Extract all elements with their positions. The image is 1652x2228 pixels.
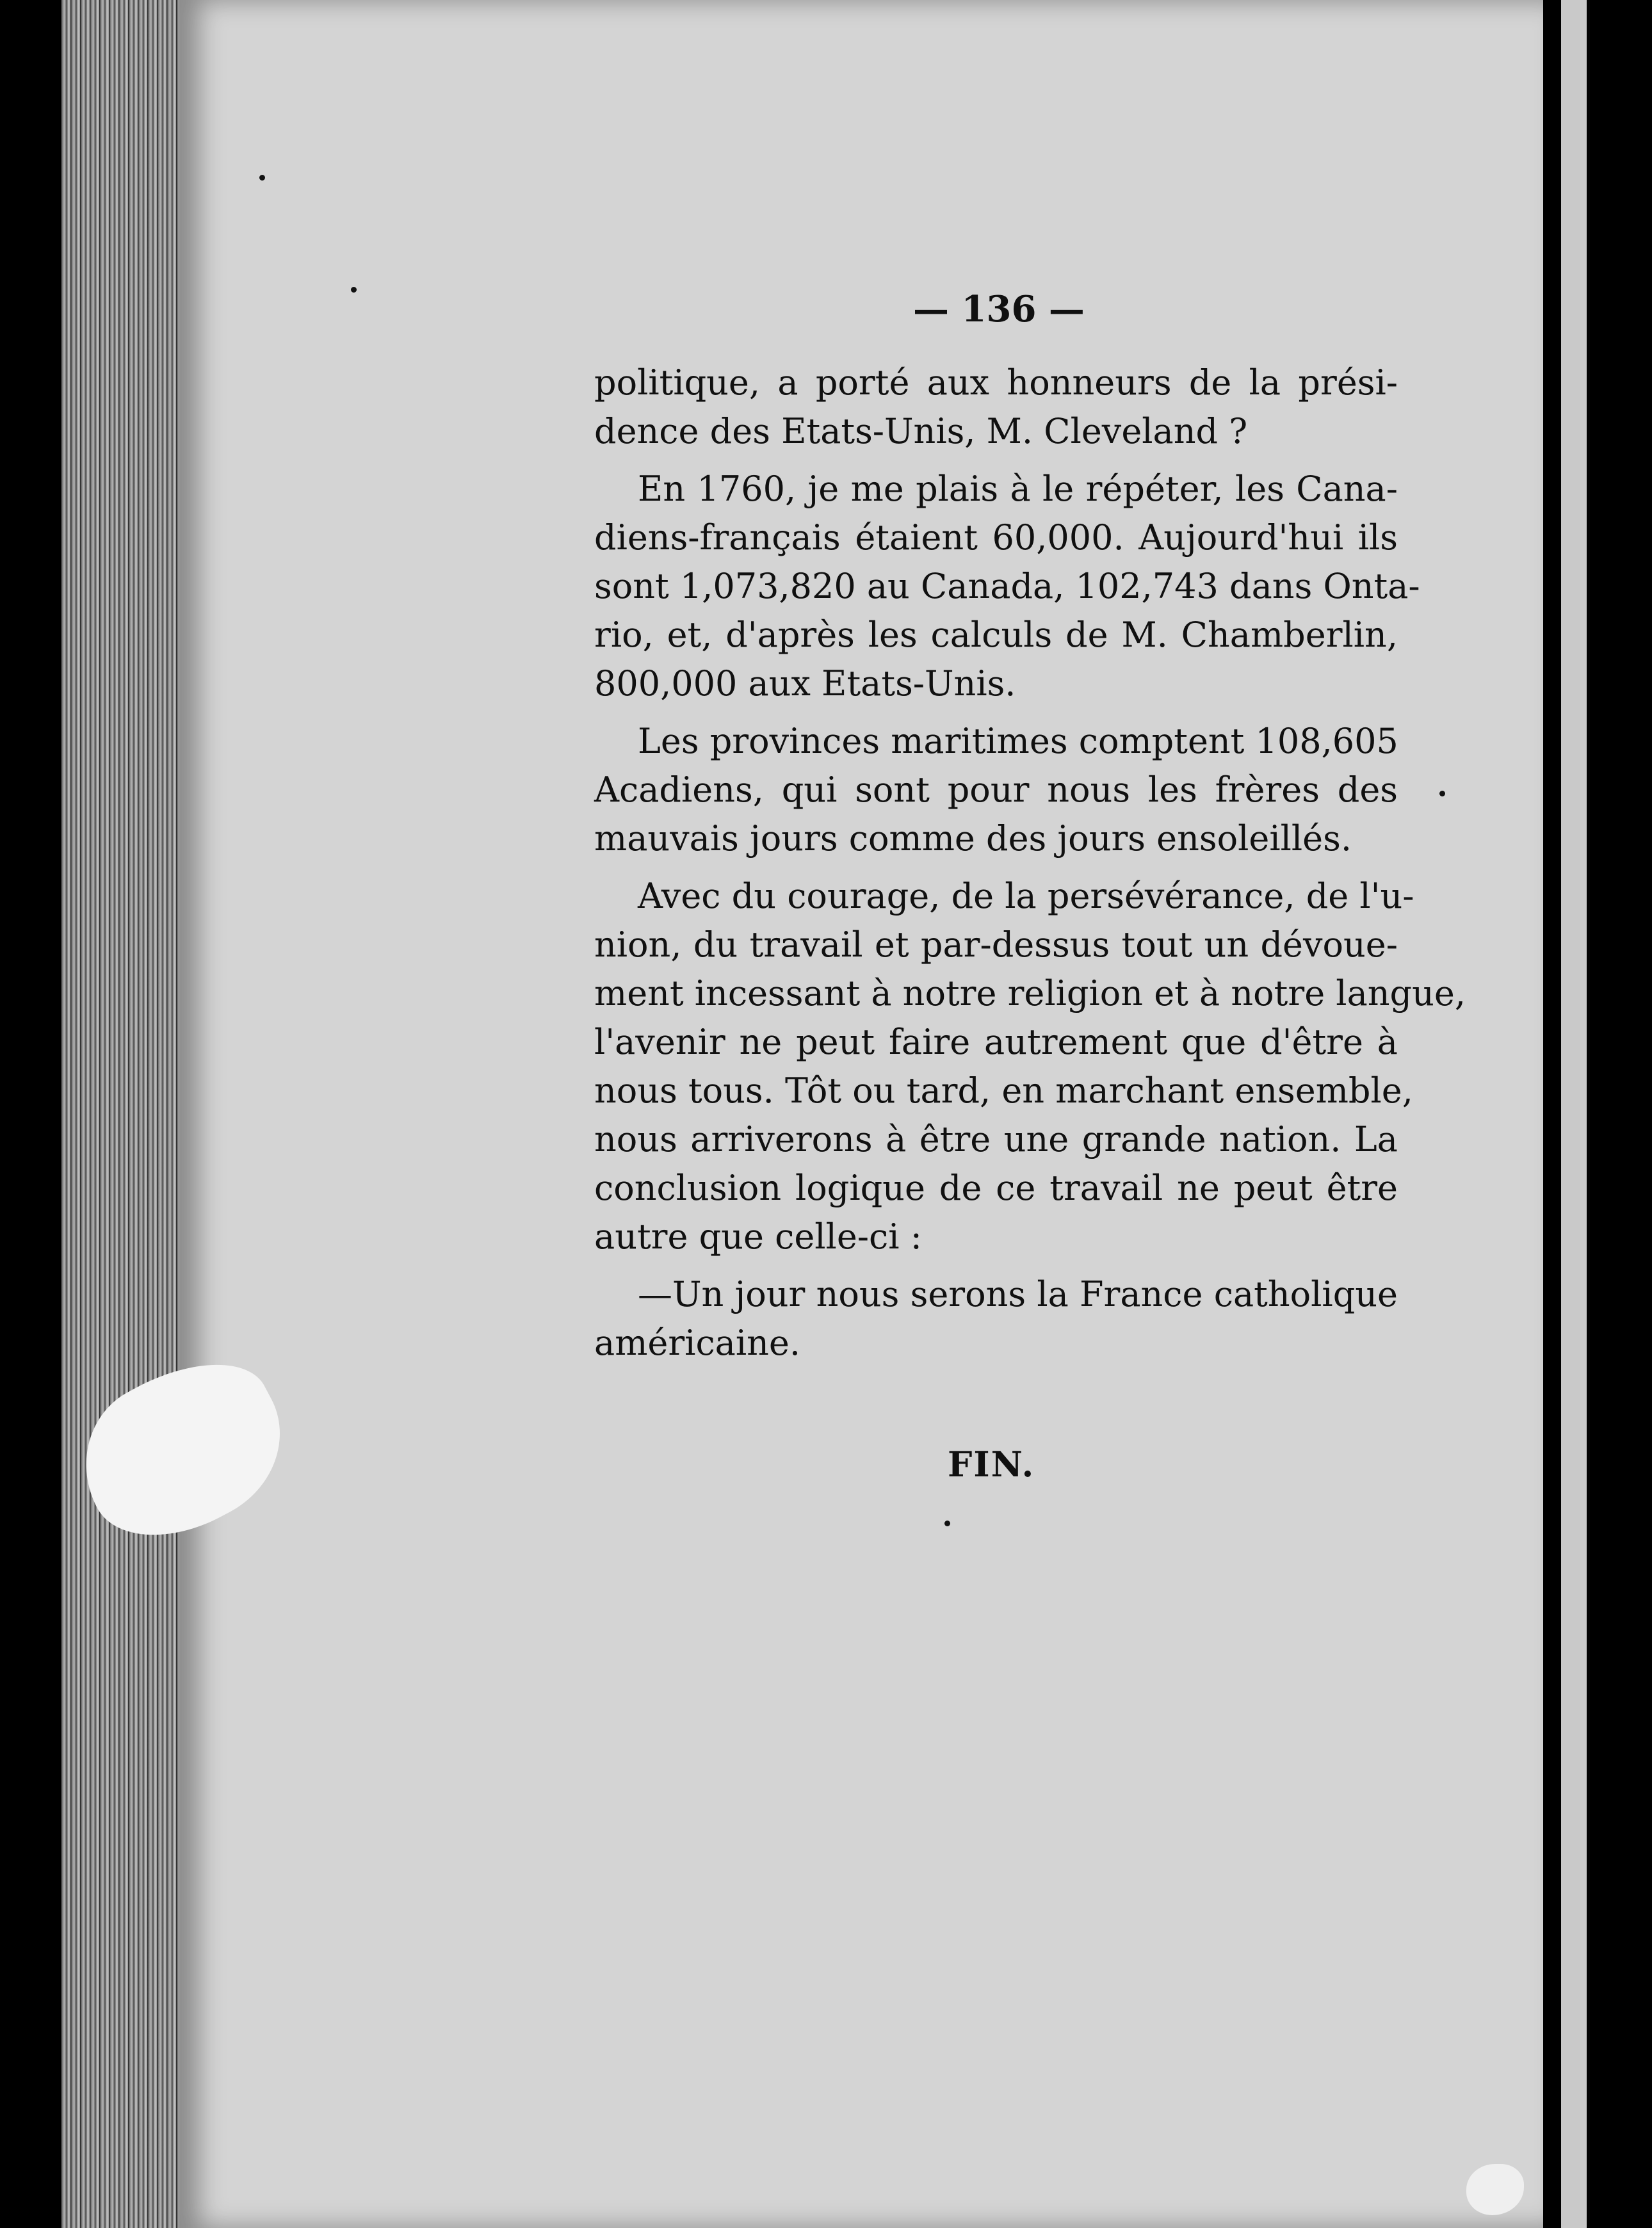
text-line: diens-français étaient 60,000. Aujourd'hui ils xyxy=(594,517,1398,558)
text-line: rio, et, d'après les calculs de M. Chamberlin, xyxy=(594,615,1398,655)
text-line: sont 1,073,820 au Canada, 102,743 dans Onta- xyxy=(594,566,1420,606)
ink-speck xyxy=(259,175,265,181)
body-text xyxy=(594,359,1466,1376)
text-line: Avec du courage, de la persévérance, de l'u- xyxy=(638,876,1414,916)
ink-speck xyxy=(944,1521,950,1526)
text-line: nous tous. Tôt ou tard, en marchant ensemble, xyxy=(594,1070,1413,1111)
text-line: 800,000 aux Etats-Unis. xyxy=(594,663,1016,704)
text-line: conclusion logique de ce travail ne peut être xyxy=(594,1168,1398,1208)
text-line: autre que celle-ci : xyxy=(594,1216,922,1257)
end-mark: FIN. xyxy=(948,1444,1035,1485)
text-line: américaine. xyxy=(594,1323,801,1363)
text-line: mauvais jours comme des jours ensoleillés. xyxy=(594,818,1352,859)
page-number: — 136 — xyxy=(913,288,1085,330)
text-line: nion, du travail et par-dessus tout un dévoue- xyxy=(594,924,1398,965)
text-line: En 1760, je me plais à le répéter, les Cana- xyxy=(638,469,1398,509)
facing-page-edge xyxy=(1561,0,1587,2228)
binding-shadow xyxy=(1543,0,1561,2228)
paragraph-4 xyxy=(594,872,1466,1261)
paragraph-2 xyxy=(594,465,1420,708)
text-line: Les provinces maritimes comptent 108,605 xyxy=(638,721,1398,761)
text-line: —Un jour nous serons la France catholique xyxy=(638,1274,1398,1314)
text-line: ment incessant à notre religion et à notre langue, xyxy=(594,973,1466,1013)
ink-speck xyxy=(1439,791,1445,796)
text-line: Acadiens, qui sont pour nous les frères des xyxy=(594,770,1398,810)
text-line: politique, a porté aux honneurs de la prési- xyxy=(594,362,1398,403)
text-line: l'avenir ne peut faire autrement que d'être à xyxy=(594,1022,1398,1062)
paragraph-1 xyxy=(594,359,1398,456)
paragraph-3 xyxy=(594,717,1398,863)
page-edges-stack xyxy=(61,0,182,2228)
ink-speck xyxy=(351,287,357,293)
text-line: dence des Etats-Unis, M. Cleveland ? xyxy=(594,411,1248,451)
paragraph-5 xyxy=(594,1270,1398,1368)
text-line: nous arriverons à être une grande nation. La xyxy=(594,1119,1398,1159)
